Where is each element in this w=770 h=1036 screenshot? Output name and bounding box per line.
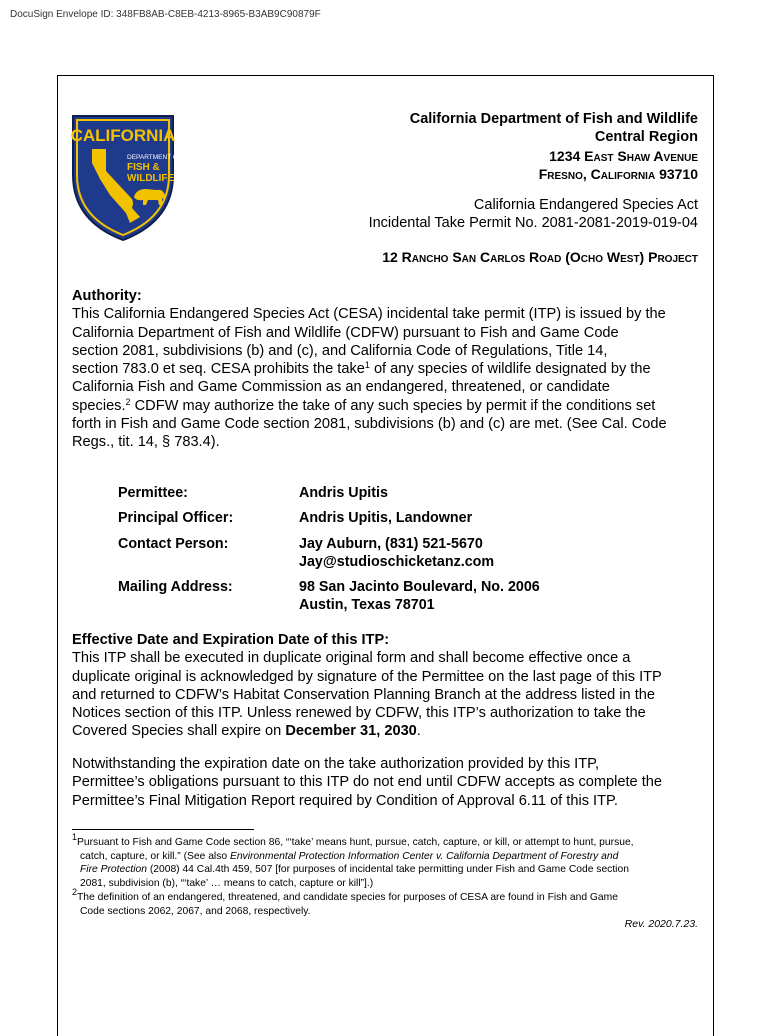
footnote-2-number: 2 [72, 887, 78, 897]
authority-line: section 2081, subdivisions (b) and (c), and California Code of Regulations, Title 14, [72, 342, 608, 359]
authority-line: species.$^2$ CDFW may authorize the take of any such species by permit if the conditions set [72, 396, 656, 414]
logo-title: CALIFORNIA [70, 126, 176, 145]
footnote-1: $^1$Pursuant to Fish and Game Code section 86, “‘take’ means hunt, pursue, catch, capture, or kill, or attempt to hunt, pursue, catch, capture, or kill.” (See also Environmental Protection Information Center v. California Department of Forestry and Fire Protection (2008) 44 Cal.4th 459, 507 [for purposes of incidental take permitting under Fish and Game Code section 2081, subdivision (b), “‘take’ … means to catch, capture or kill”].) [72, 832, 634, 889]
contact-person-value: Jay Auburn, (831) 521-5670 [299, 536, 483, 552]
contact-email[interactable]: Jay@studioschicketanz.com [299, 554, 495, 570]
act-name: California Endangered Species Act [473, 197, 698, 213]
authority-line: section 783.0 et seq. CESA prohibits the take$^1$ of any species of wildlife designated by the [72, 360, 651, 378]
effective-line: duplicate original is acknowledged by signature of the Permittee on the last page of this ITP [72, 668, 662, 685]
permittee-value: Andris Upitis [299, 485, 388, 501]
effective-line: This ITP shall be executed in duplicate original form and shall become effective once a [72, 650, 631, 667]
principal-officer-value: Andris Upitis, Landowner [299, 510, 473, 526]
project-name: 12 Rancho San Carlos Road (Ocho West) Project [382, 249, 698, 265]
authority-line: forth in Fish and Game Code section 2081, subdivisions (b) and (c) are met. (See Cal. Code [72, 416, 667, 433]
authority-section [72, 287, 694, 452]
mailing-address-label: Mailing Address: [118, 579, 233, 595]
notwithstanding-line: Permittee’s Final Mitigation Report required by Condition of Approval 6.11 of this ITP. [72, 792, 618, 809]
footnote-1-number: 1 [72, 832, 78, 842]
department-name: California Department of Fish and Wildlife [409, 111, 698, 127]
notwithstanding-paragraph [72, 755, 694, 810]
footnote-2: $^2$The definition of an endangered, threatened, and candidate species for purposes of CESA are found in Fish and Game Code sections 2062, 2067, and 2068, respectively. [72, 887, 618, 917]
permittee-label: Permittee: [118, 485, 188, 501]
effective-line: and returned to CDFW’s Habitat Conservation Planning Branch at the address listed in the [72, 686, 655, 703]
street-address: 1234 East Shaw Avenue [549, 148, 698, 164]
docusign-envelope-id: DocuSign Envelope ID: 348FB8AB-C8EB-4213-8965-B3AB9C90879F [10, 9, 321, 20]
footnote-ref-2[interactable]: 2 [125, 396, 131, 407]
notwithstanding-line: Permittee’s obligations pursuant to this ITP do not end until CDFW accepts as complete the [72, 774, 662, 791]
effective-date-heading: Effective Date and Expiration Date of this ITP: [72, 632, 390, 648]
logo-subtitle: DEPARTMENT OF [127, 154, 182, 161]
revision-date: Rev. 2020.7.23. [624, 918, 698, 930]
expiration-date: December 31, 2030 [285, 723, 417, 740]
authority-line: Regs., tit. 14, § 783.4). [72, 434, 220, 451]
cdfw-logo [70, 113, 182, 243]
mailing-address-line2: Austin, Texas 78701 [299, 597, 435, 613]
footnote-ref-1[interactable]: 1 [364, 360, 370, 371]
principal-officer-label: Principal Officer: [118, 510, 234, 526]
effective-date-section [72, 631, 694, 741]
authority-line: California Fish and Game Commission as an endangered, threatened, or candidate [72, 379, 610, 396]
logo-wildlife: WILDLIFE [127, 173, 175, 184]
authority-line: California Department of Fish and Wildlife (CDFW) pursuant to Fish and Game Code [72, 324, 619, 341]
logo-fish: FISH & [127, 162, 160, 173]
city-address: Fresno, California 93710 [538, 166, 698, 182]
region-name: Central Region [594, 129, 698, 145]
contact-person-label: Contact Person: [118, 536, 229, 552]
effective-line: Notices section of this ITP. Unless renewed by CDFW, this ITP’s authorization to take the [72, 705, 646, 722]
authority-line: This California Endangered Species Act (CESA) incidental take permit (ITP) is issued by the [72, 306, 666, 323]
mailing-address-line1: 98 San Jacinto Boulevard, No. 2006 [299, 579, 540, 595]
effective-line: Covered Species shall expire on December 31, 2030. [72, 723, 421, 740]
permit-number: Incidental Take Permit No. 2081-2081-2019-019-04 [368, 215, 698, 231]
authority-heading: Authority: [72, 288, 142, 304]
notwithstanding-line: Notwithstanding the expiration date on the take authorization provided by this ITP, [72, 756, 600, 772]
footnote-divider [72, 829, 254, 830]
